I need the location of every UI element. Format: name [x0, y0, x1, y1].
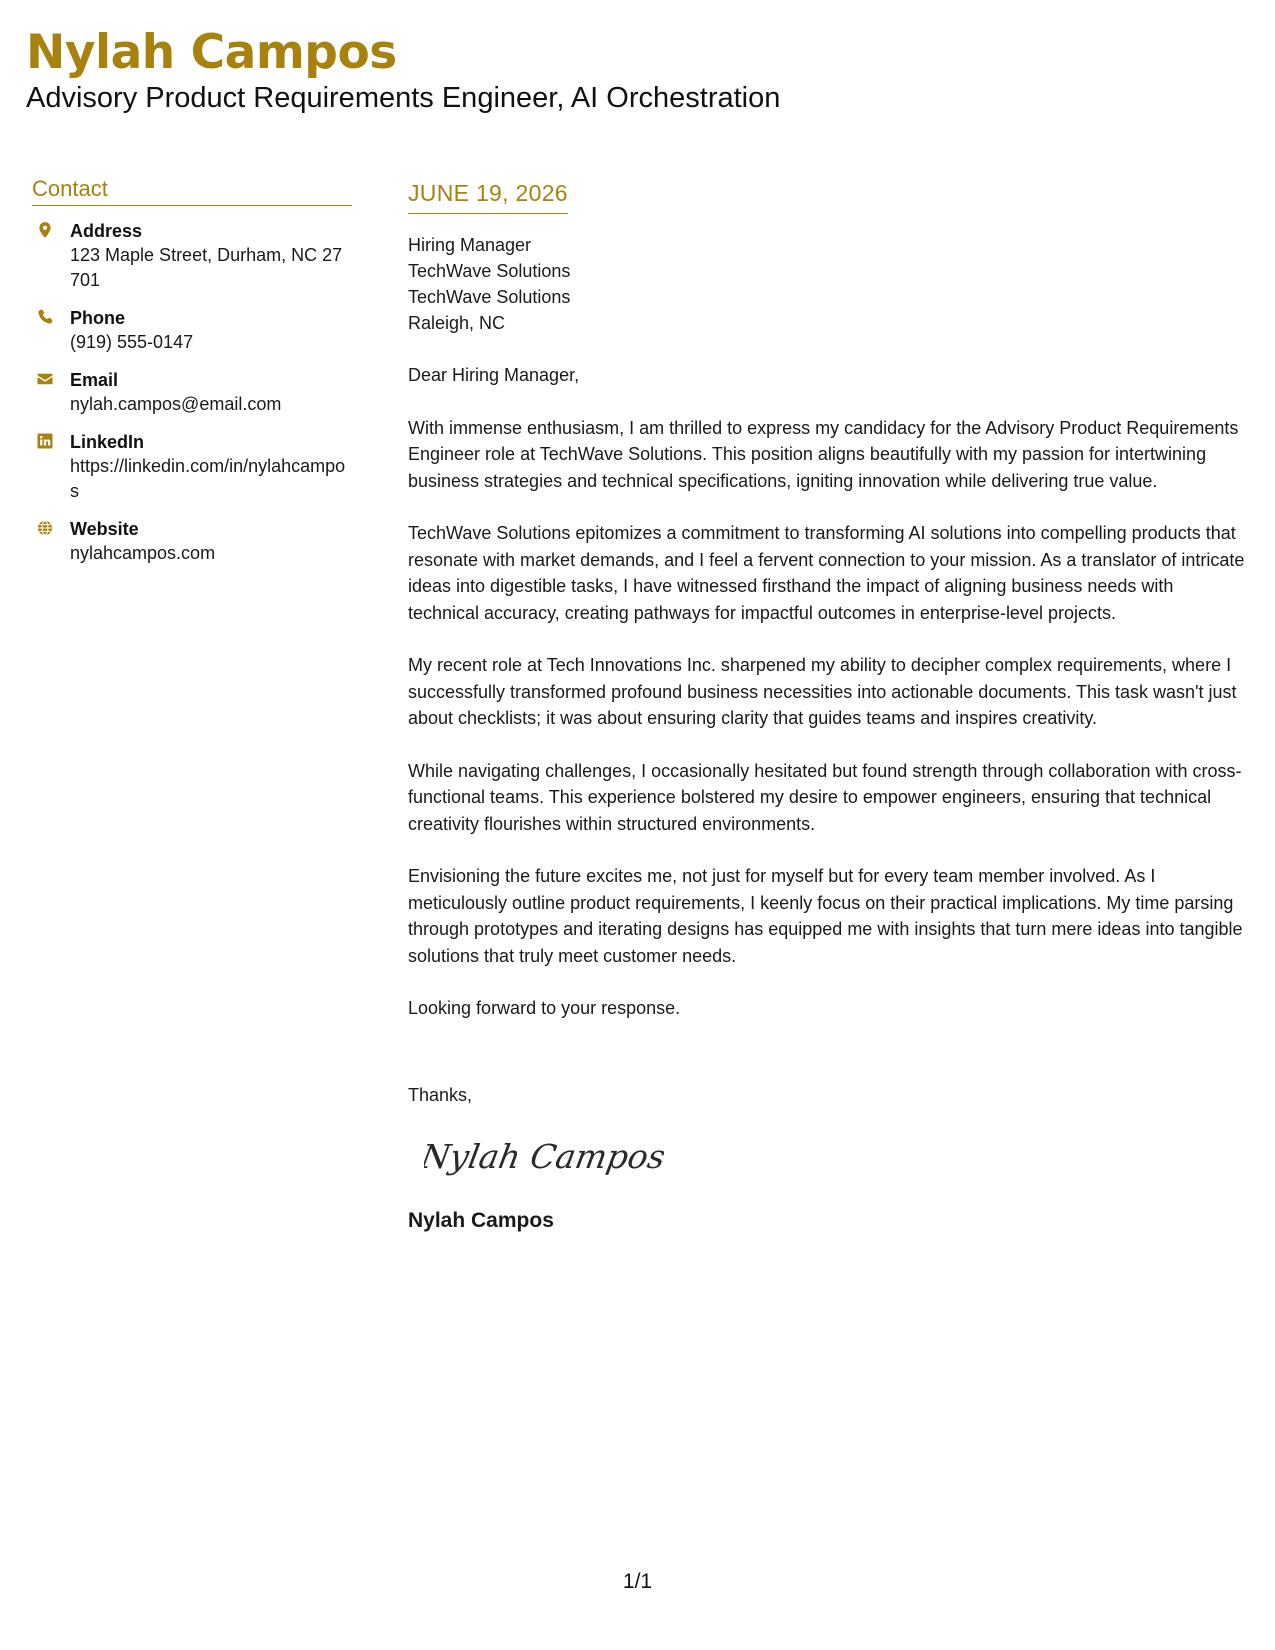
globe-icon [36, 519, 54, 537]
linkedin-icon [36, 432, 54, 450]
recipient-line: Hiring Manager [408, 235, 532, 255]
envelope-icon [36, 370, 54, 388]
contact-sidebar [32, 176, 352, 566]
phone-icon [36, 308, 54, 326]
contact-value[interactable]: https://linkedin.com/in/nylahcampos [70, 456, 346, 501]
recipient-line: Raleigh, NC [408, 313, 506, 333]
contact-label: Phone [70, 308, 126, 328]
handwritten-signature [424, 1130, 664, 1182]
body-paragraph: Envisioning the future excites me, not just for myself but for every team member involved. As I meticulously outline product requirements, I keenly focus on their practical implications. My time parsing through prototypes and iterating designs has equipped me with insights that turn mere ideas into tangible solutions that truly meet customer needs. [408, 866, 1243, 966]
spacer [408, 1048, 1248, 1082]
signer-name: Nylah Campos [408, 1209, 554, 1232]
contact-value: 123 Maple Street, Durham, NC 27701 [70, 245, 343, 290]
letter-body [408, 180, 1248, 1233]
contact-email [32, 368, 352, 417]
body-paragraph: While navigating challenges, I occasionally hesitated but found strength through collaboration with cross-functional teams. This experience bolstered my desire to empower engineers, ensuring that technical creativity flourishes within structured environments. [408, 760, 1242, 834]
recipient-line: TechWave Solutions [408, 261, 571, 281]
body-paragraph: With immense enthusiasm, I am thrilled to express my candidacy for the Advisory Product Requirements Engineer role at TechWave Solutions. This position aligns beautifully with my passion for intertwining business strategies and technical specifications, igniting innovation while delivering true value. [408, 417, 1239, 491]
map-pin-icon [36, 221, 54, 239]
body-paragraph: TechWave Solutions epitomizes a commitment to transforming AI solutions into compelling products that resonate with market demands, and I feel a fervent connection to your mission. As a translator of intricate ideas into digestible tasks, I have witnessed firsthand the impact of aligning business needs with technical accuracy, creating pathways for impactful outcomes in enterprise-level projects. [408, 523, 1245, 623]
contact-website [32, 517, 352, 566]
contact-value[interactable]: nylah.campos@email.com [70, 394, 282, 414]
contact-label: Website [70, 519, 139, 539]
svg-text:Nylah Campos: Nylah Campos [424, 1137, 664, 1176]
contact-value: (919) 555-0147 [70, 332, 194, 352]
contact-label: Address [70, 221, 143, 241]
page-number: 1/1 [622, 1570, 653, 1593]
contact-linkedin [32, 430, 352, 504]
recipient-line: TechWave Solutions [408, 287, 571, 307]
contact-label: LinkedIn [70, 432, 145, 452]
letter-date: JUNE 19, 2026 [408, 180, 568, 214]
contact-label: Email [70, 370, 119, 390]
body-paragraph: My recent role at Tech Innovations Inc. sharpened my ability to decipher complex requirements, where I successfully transformed profound business necessities into actionable documents. This task wasn't just about checklists; it was about ensuring clarity that guides teams and inspires creativity. [408, 655, 1237, 728]
applicant-name: Nylah Campos [26, 25, 397, 80]
recipient-block [408, 232, 1248, 336]
contact-value[interactable]: nylahcampos.com [70, 543, 216, 563]
contact-phone [32, 306, 352, 355]
letter-header [26, 24, 780, 116]
contact-section-title: Contact [32, 176, 352, 206]
applicant-title: Advisory Product Requirements Engineer, AI Orchestration [26, 82, 781, 114]
sign-off: Thanks, [408, 1084, 473, 1105]
closing-line: Looking forward to your response. [408, 998, 681, 1018]
greeting: Dear Hiring Manager, [408, 365, 580, 385]
contact-address [32, 219, 352, 293]
